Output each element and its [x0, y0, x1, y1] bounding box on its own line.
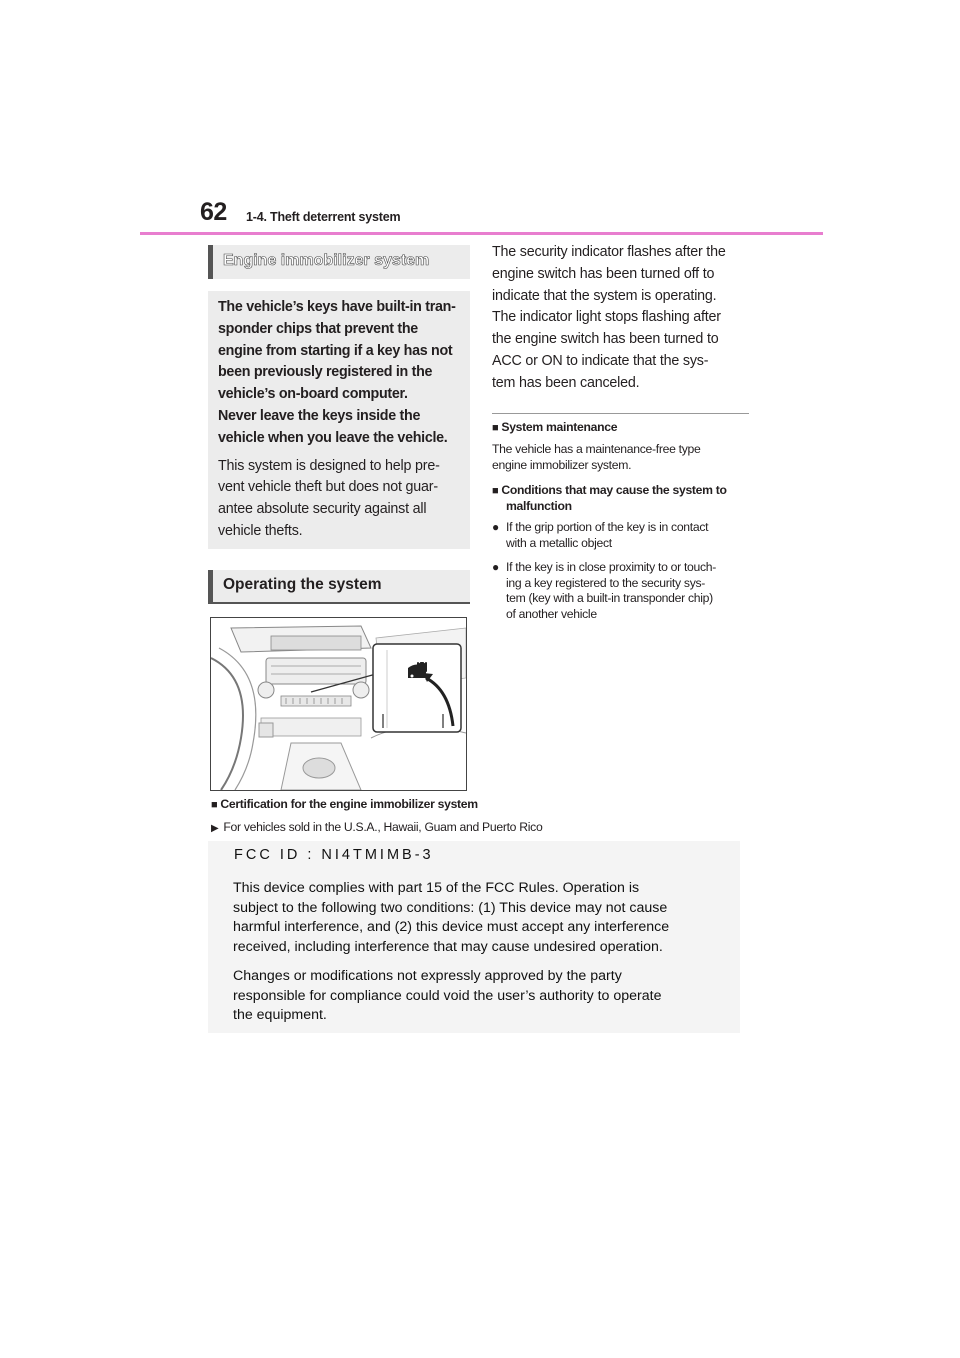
intro-text-line: vent vehicle theft but does not guar- — [218, 479, 438, 496]
indicator-paragraph — [492, 242, 754, 395]
operating-heading — [208, 570, 470, 604]
intro-text-line: vehicle thefts. — [218, 522, 303, 539]
maintenance-heading — [492, 420, 754, 436]
intro-bold-line: engine from starting if a key has not — [218, 342, 453, 359]
intro-bold-line: The vehicle’s keys have built-in tran- — [218, 299, 456, 315]
condition-line: of another vehicle — [506, 606, 597, 621]
intro-text — [218, 456, 460, 543]
indicator-line: the engine switch has been turned to — [492, 331, 719, 348]
fcc-line: received, including interference that may cause undesired operation. — [233, 938, 663, 955]
intro-bold-line: vehicle when you leave the vehicle. — [218, 429, 448, 446]
maintenance-heading-text: System maintenance — [501, 420, 618, 434]
condition-item — [492, 520, 754, 551]
fcc-line: the equipment. — [233, 1007, 327, 1023]
condition-item — [492, 560, 754, 622]
maintenance-line: The vehicle has a maintenance-free type — [492, 442, 701, 456]
intro-bold-line: sponder chips that prevent the — [218, 320, 418, 337]
fcc-line: Changes or modifications not expressly approved by the party — [233, 968, 622, 984]
engine-immobilizer-heading — [208, 245, 470, 279]
intro-bold-line: been previously registered in the — [218, 364, 433, 381]
intro-bold-line: vehicle’s on-board computer. — [218, 386, 408, 403]
condition-line: If the key is in close proximity to or touch- — [506, 560, 717, 574]
conditions-heading-line: Conditions that may cause the system to — [501, 483, 727, 497]
intro-bold-line: Never leave the keys inside the — [218, 407, 421, 424]
region-line-text: For vehicles sold in the U.S.A., Hawaii, Guam and Puerto Rico — [223, 820, 543, 834]
indicator-line: ACC or ON to indicate that the sys- — [492, 352, 709, 369]
indicator-line: The security indicator flashes after the — [492, 244, 726, 260]
intro-bold-text — [218, 297, 460, 450]
fcc-id: FCC ID : NI4TMIMB-3 — [234, 847, 434, 863]
page-number: 62 — [200, 198, 227, 226]
indicator-line: indicate that the system is operating. — [492, 287, 717, 304]
intro-text-line: antee absolute security against all — [218, 501, 427, 518]
condition-line: ing a key registered to the security sys- — [506, 575, 706, 590]
region-line — [211, 820, 542, 834]
operating-heading-label: Operating the system — [223, 576, 382, 593]
fcc-line: responsible for compliance could void the user’s authority to operate — [233, 987, 662, 1004]
header-rule — [140, 232, 823, 235]
indicator-line: The indicator light stops flashing after — [492, 309, 721, 326]
condition-line: If the grip portion of the key is in contact — [506, 520, 709, 534]
dashboard-illustration — [210, 617, 467, 791]
fcc-line: This device complies with part 15 of the FCC Rules. Operation is — [233, 880, 640, 896]
certification-heading — [211, 797, 478, 811]
square-bullet: ■ — [492, 422, 499, 434]
fcc-line: harmful interference, and (2) this device must accept any interference — [233, 919, 670, 935]
fcc-line: subject to the following two conditions: (1) This device may not cause — [233, 899, 668, 916]
intro-text-line: This system is designed to help pre- — [218, 457, 440, 474]
maintenance-line: engine immobilizer system. — [492, 457, 632, 472]
fcc-statement-box — [208, 841, 740, 1033]
maintenance-text — [492, 442, 754, 473]
indicator-line: engine switch has been turned off to — [492, 265, 715, 282]
fcc-paragraph-2 — [233, 967, 715, 1026]
square-bullet: ■ — [492, 485, 499, 497]
round-bullet: ● — [492, 520, 499, 534]
intro-box — [208, 291, 470, 549]
fcc-paragraph-1 — [233, 879, 715, 957]
square-bullet: ■ — [211, 799, 218, 811]
round-bullet: ● — [492, 560, 499, 574]
indicator-line: tem has been canceled. — [492, 374, 640, 391]
section-title: 1-4. Theft deterrent system — [246, 210, 401, 224]
notes-divider — [492, 413, 749, 414]
certification-heading-text: Certification for the engine immobilizer system — [220, 797, 478, 811]
triangle-icon: ▶ — [211, 823, 219, 834]
conditions-heading-line: malfunction — [506, 499, 572, 513]
condition-line: tem (key with a built-in transponder chip) — [506, 591, 713, 605]
engine-immobilizer-heading-label: Engine immobilizer system — [223, 252, 430, 269]
dashboard-drawing — [211, 618, 466, 790]
conditions-heading — [492, 483, 754, 514]
condition-line: with a metallic object — [506, 535, 612, 550]
